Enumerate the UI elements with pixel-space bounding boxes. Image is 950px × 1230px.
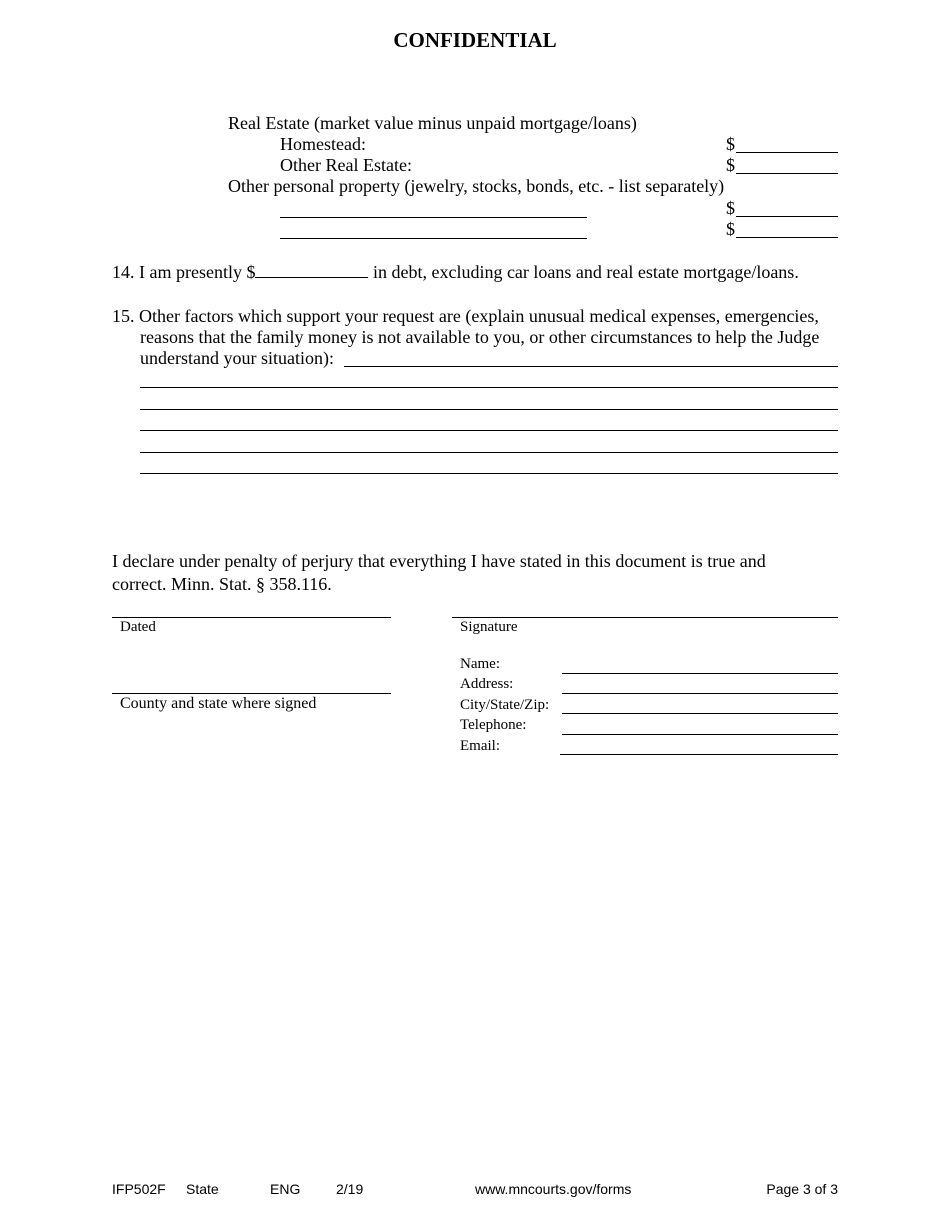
footer-form-id: IFP502F	[112, 1181, 166, 1197]
explanation-line-5[interactable]	[140, 452, 838, 453]
question-14-text-before: 14. I am presently $	[112, 262, 256, 282]
county-label: County and state where signed	[120, 695, 317, 712]
other-real-estate-currency: $	[726, 155, 735, 175]
personal-property-2-amount-field[interactable]	[736, 237, 838, 238]
personal-property-item-2-field[interactable]	[280, 238, 587, 239]
explanation-line-2[interactable]	[140, 387, 838, 388]
explanation-line-1[interactable]	[344, 366, 838, 367]
explanation-line-3[interactable]	[140, 409, 838, 410]
question-15-line-2: reasons that the family money is not available to you, or other circumstances to help the Judge	[140, 327, 820, 347]
homestead-currency: $	[726, 134, 735, 154]
footer-jurisdiction: State	[186, 1181, 219, 1197]
declaration-line-1: I declare under penalty of perjury that everything I have stated in this document is true and	[112, 551, 766, 571]
question-15-line-3: understand your situation):	[140, 348, 334, 368]
city-state-zip-field[interactable]	[562, 713, 838, 714]
explanation-line-6[interactable]	[140, 473, 838, 474]
personal-property-1-currency: $	[726, 198, 735, 218]
footer-revision: 2/19	[336, 1181, 364, 1197]
personal-property-item-1-field[interactable]	[280, 217, 587, 218]
real-estate-heading: Real Estate (market value minus unpaid mortgage/loans)	[228, 113, 637, 133]
page-title: CONFIDENTIAL	[393, 28, 557, 52]
telephone-field[interactable]	[562, 734, 838, 735]
footer-page-number: Page 3 of 3	[766, 1181, 838, 1197]
debt-amount-field[interactable]	[255, 262, 368, 278]
address-field[interactable]	[562, 693, 838, 694]
personal-property-2-currency: $	[726, 219, 735, 239]
address-label: Address:	[460, 676, 514, 692]
other-real-estate-amount-field[interactable]	[736, 173, 838, 174]
declaration-line-2: correct. Minn. Stat. § 358.116.	[112, 574, 332, 594]
question-14-text-after: in debt, excluding car loans and real estate mortgage/loans.	[368, 262, 799, 282]
city-state-zip-label: City/State/Zip:	[460, 697, 550, 713]
telephone-label: Telephone:	[460, 717, 527, 733]
personal-property-heading: Other personal property (jewelry, stocks, bonds, etc. - list separately)	[228, 176, 725, 196]
signature-label: Signature	[460, 619, 518, 635]
other-real-estate-label: Other Real Estate:	[280, 155, 412, 175]
question-15-line-1: 15. Other factors which support your request are (explain unusual medical expenses, emergencies,	[112, 306, 819, 326]
email-label: Email:	[460, 738, 500, 754]
personal-property-1-amount-field[interactable]	[736, 216, 838, 217]
homestead-label: Homestead:	[280, 134, 366, 154]
dated-label: Dated	[120, 619, 156, 635]
email-field[interactable]	[560, 754, 838, 755]
name-label: Name:	[460, 656, 500, 672]
homestead-amount-field[interactable]	[736, 152, 838, 153]
question-14	[112, 262, 799, 283]
explanation-line-4[interactable]	[140, 430, 838, 431]
name-field[interactable]	[562, 673, 838, 674]
footer-url[interactable]: www.mncourts.gov/forms	[475, 1181, 632, 1197]
footer-language: ENG	[270, 1181, 301, 1197]
